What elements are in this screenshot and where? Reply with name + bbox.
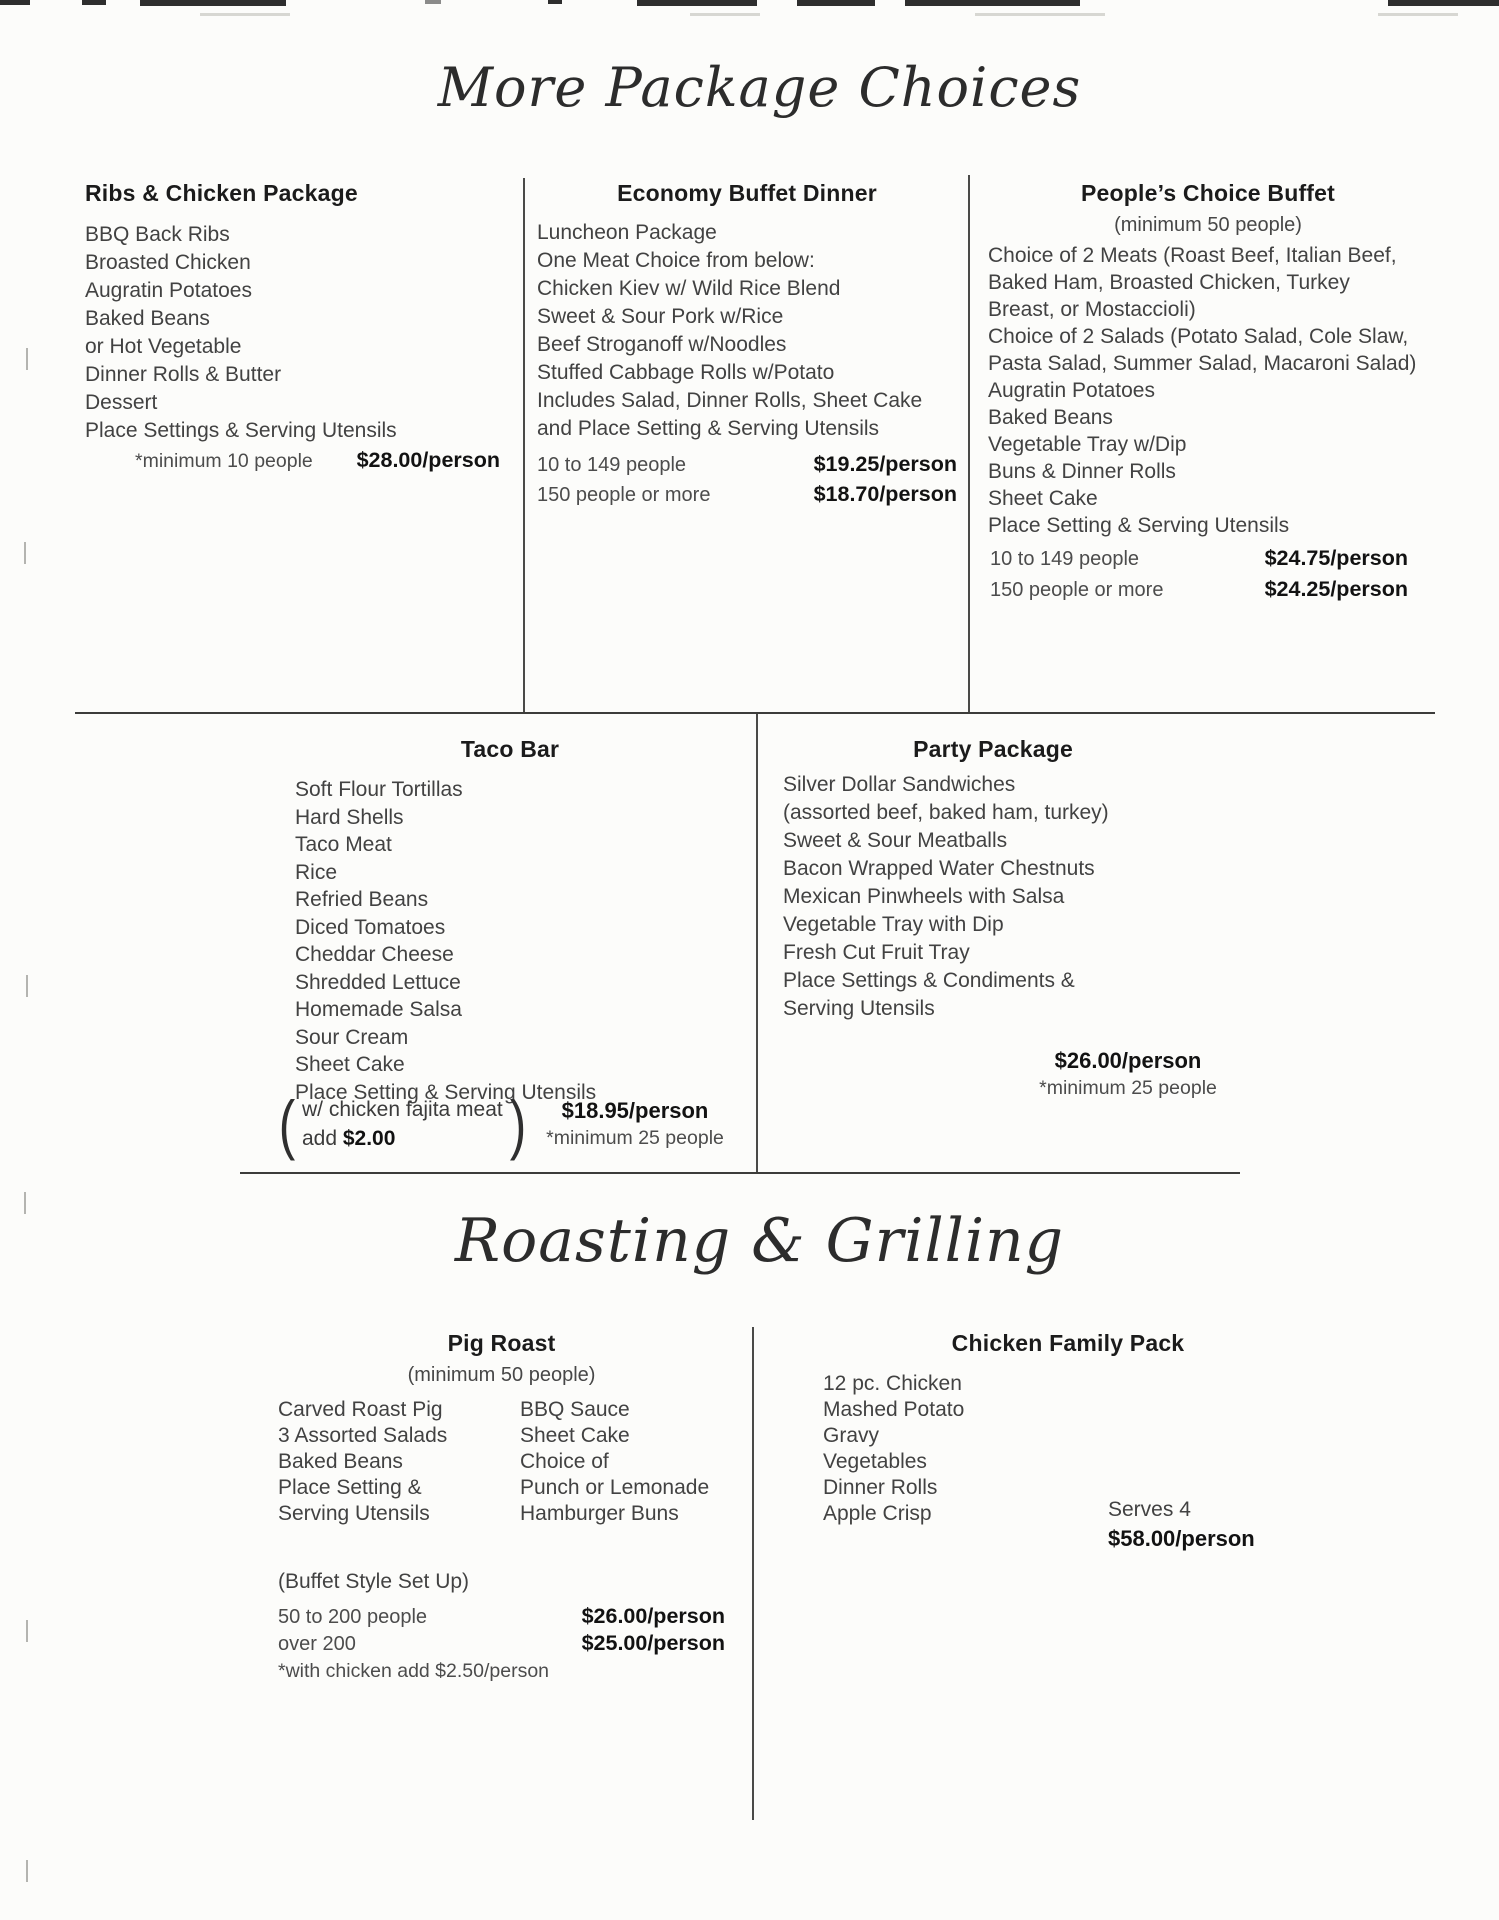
pricing-rows xyxy=(278,1604,725,1658)
price-value: $24.25/person xyxy=(1264,577,1408,601)
paren-open: ( xyxy=(278,1087,296,1161)
price-row xyxy=(990,546,1408,577)
menu-item: Buns & Dinner Rolls xyxy=(988,460,1176,483)
menu-item: Diced Tomatoes xyxy=(295,915,446,939)
menu-item: Bacon Wrapped Water Chestnuts xyxy=(783,857,1095,880)
menu-items xyxy=(988,242,1428,539)
menu-item: Place Settings & Condiments & xyxy=(783,969,1075,992)
section-taco-bar xyxy=(278,736,740,1161)
price-row xyxy=(135,448,500,478)
section-pig-roast xyxy=(278,1330,725,1682)
price-row xyxy=(278,1604,725,1631)
menu-item: Serving Utensils xyxy=(278,1502,430,1525)
divider-horizontal-top-row xyxy=(75,712,1435,714)
menu-item: BBQ Sauce xyxy=(520,1398,630,1421)
menu-item: and Place Setting & Serving Utensils xyxy=(537,417,880,440)
price-value: $28.00/person xyxy=(356,448,500,472)
menu-item: Cheddar Cheese xyxy=(295,943,454,966)
menu-item: Sheet Cake xyxy=(520,1424,630,1447)
menu-item: Dinner Rolls xyxy=(823,1476,938,1499)
price-note: *minimum 25 people xyxy=(1039,1077,1217,1099)
menu-item: 12 pc. Chicken xyxy=(823,1372,962,1395)
menu-item: Rice xyxy=(295,860,338,884)
menu-item: Choice of 2 Meats (Roast Beef, Italian Beef, xyxy=(988,244,1397,267)
divider-vertical-ribs-economy xyxy=(523,178,525,712)
menu-item: Place Setting & Serving Utensils xyxy=(988,514,1290,537)
menu-item: Sheet Cake xyxy=(988,487,1098,510)
pricing-rows xyxy=(990,546,1408,608)
scan-artifact xyxy=(26,975,28,997)
price-note: *minimum 25 people xyxy=(546,1127,724,1149)
page-title-roasting-grilling: Roasting & Grilling xyxy=(454,1206,1065,1276)
party-package-price-block xyxy=(1023,1048,1233,1100)
divider-vertical-pigroast-chicken xyxy=(752,1327,754,1820)
menu-item: Vegetables xyxy=(823,1450,927,1473)
menu-item: Punch or Lemonade xyxy=(520,1476,710,1499)
scan-artifact xyxy=(690,13,760,16)
section-subheader: (minimum 50 people) xyxy=(407,1364,596,1386)
menu-item: Vegetable Tray w/Dip xyxy=(988,433,1187,456)
pricing-rows xyxy=(135,448,500,478)
scan-artifact xyxy=(26,348,28,370)
menu-item: Augratin Potatoes xyxy=(85,279,252,302)
scan-artifact xyxy=(1388,0,1499,6)
section-header: Party Package xyxy=(913,736,1073,762)
menu-item: BBQ Back Ribs xyxy=(85,223,230,246)
scan-artifact xyxy=(905,0,1080,6)
menu-item: Sweet & Sour Pork w/Rice xyxy=(537,305,784,328)
scan-artifact xyxy=(82,0,106,5)
menu-item: Carved Roast Pig xyxy=(278,1398,443,1421)
menu-item: Fresh Cut Fruit Tray xyxy=(783,941,970,964)
page-title-more-packages: More Package Choices xyxy=(437,56,1082,119)
menu-item: Baked Ham, Broasted Chicken, Turkey xyxy=(988,271,1350,294)
menu-item: Breast, or Mostaccioli) xyxy=(988,298,1196,321)
menu-item: Choice of 2 Salads (Potato Salad, Cole Slaw, xyxy=(988,325,1409,348)
menu-item: Baked Beans xyxy=(988,406,1113,429)
menu-item: Mashed Potato xyxy=(823,1398,965,1421)
menu-item: Vegetable Tray with Dip xyxy=(783,913,1004,936)
scan-artifact xyxy=(425,0,441,4)
price-value: $18.95/person xyxy=(561,1098,709,1123)
divider-vertical-taco-party xyxy=(756,714,758,1172)
fajita-addon-price: $2.00 xyxy=(342,1127,396,1150)
menu-items xyxy=(295,776,740,1106)
scan-artifact xyxy=(26,1860,28,1882)
menu-item: Sweet & Sour Meatballs xyxy=(783,829,1008,852)
menu-item: Baked Beans xyxy=(278,1450,403,1473)
divider-horizontal-middle-row xyxy=(240,1172,1240,1174)
scan-artifact xyxy=(200,13,290,16)
menu-item: Silver Dollar Sandwiches xyxy=(783,773,1016,796)
menu-items xyxy=(537,219,957,443)
section-economy-buffet-dinner xyxy=(537,180,957,506)
menu-item: Sour Cream xyxy=(295,1025,409,1049)
scan-artifact xyxy=(140,0,286,6)
menu-item: Soft Flour Tortillas xyxy=(295,778,463,801)
menu-item: Dinner Rolls & Butter xyxy=(85,363,282,386)
price-value: $26.00/person xyxy=(1054,1048,1202,1073)
menu-items xyxy=(85,221,515,445)
price-value: $58.00/person xyxy=(1108,1526,1255,1551)
buffet-style-note: (Buffet Style Set Up) xyxy=(278,1570,470,1593)
menu-item: Apple Crisp xyxy=(823,1502,932,1525)
price-row xyxy=(537,482,957,512)
pricing-rows xyxy=(537,452,957,512)
menu-item: Shredded Lettuce xyxy=(295,970,461,994)
divider-vertical-economy-peoples xyxy=(968,175,970,712)
menu-item: Broasted Chicken xyxy=(85,251,251,274)
menu-items xyxy=(783,771,1203,1023)
scan-artifact xyxy=(1378,13,1458,16)
price-value: $25.00/person xyxy=(581,1631,725,1655)
scan-artifact xyxy=(26,1620,28,1642)
menu-item: Sheet Cake xyxy=(295,1053,405,1076)
section-party-package xyxy=(783,736,1217,1099)
menu-item: or Hot Vegetable xyxy=(85,335,242,358)
price-qty-label: *minimum 10 people xyxy=(135,450,313,472)
menu-item: Gravy xyxy=(823,1424,880,1447)
scan-artifact xyxy=(548,0,562,4)
menu-item: Place Setting & Serving Utensils xyxy=(295,1080,597,1104)
price-row xyxy=(278,1631,725,1658)
scan-artifact xyxy=(797,0,875,6)
menu-item: Augratin Potatoes xyxy=(988,379,1155,402)
section-ribs-chicken-package xyxy=(85,180,515,472)
section-header: Taco Bar xyxy=(460,736,560,762)
menu-item: Hamburger Buns xyxy=(520,1502,679,1525)
section-header: Economy Buffet Dinner xyxy=(617,180,877,206)
chicken-addon-note: *with chicken add $2.50/person xyxy=(278,1660,550,1682)
menu-item: Stuffed Cabbage Rolls w/Potato xyxy=(537,361,835,384)
menu-item: Place Setting & xyxy=(278,1476,422,1499)
menu-item: Includes Salad, Dinner Rolls, Sheet Cake xyxy=(537,389,923,412)
price-row xyxy=(990,577,1408,608)
menu-item: 3 Assorted Salads xyxy=(278,1424,448,1447)
menu-item: Refried Beans xyxy=(295,888,429,911)
fajita-addon-line: w/ chicken fajita meat xyxy=(301,1098,503,1121)
section-chicken-family-pack xyxy=(823,1330,1313,1551)
section-header: Ribs & Chicken Package xyxy=(85,180,358,206)
menu-item: Place Settings & Serving Utensils xyxy=(85,419,397,442)
price-qty-label: over 200 xyxy=(278,1633,356,1655)
scan-artifact xyxy=(637,0,757,6)
section-header: Pig Roast xyxy=(447,1330,556,1356)
taco-bar-price-block xyxy=(535,1098,735,1150)
price-qty-label: 10 to 149 people xyxy=(990,548,1140,570)
serves-label: Serves 4 xyxy=(1108,1498,1191,1521)
menu-item: Choice of xyxy=(520,1450,609,1473)
menu-items-right xyxy=(520,1397,709,1527)
menu-item: (assorted beef, baked ham, turkey) xyxy=(783,801,1109,824)
scan-artifact xyxy=(0,0,30,5)
scan-artifact xyxy=(975,13,1105,16)
price-qty-label: 50 to 200 people xyxy=(278,1606,428,1628)
price-row xyxy=(537,452,957,482)
serves-price-block xyxy=(1108,1498,1255,1552)
price-value: $19.25/person xyxy=(813,452,957,476)
menu-item: Mexican Pinwheels with Salsa xyxy=(783,885,1065,908)
menu-item: One Meat Choice from below: xyxy=(537,249,815,272)
menu-item: Luncheon Package xyxy=(537,221,717,244)
price-qty-label: 150 people or more xyxy=(537,484,711,506)
section-peoples-choice-buffet xyxy=(988,180,1428,601)
menu-item: Hard Shells xyxy=(295,805,404,829)
menu-item: Baked Beans xyxy=(85,307,210,330)
scan-artifact xyxy=(24,542,26,564)
section-header: People’s Choice Buffet xyxy=(1080,180,1336,206)
menu-item: Dessert xyxy=(85,391,158,414)
section-subheader: (minimum 50 people) xyxy=(1114,214,1302,236)
fajita-addon-price-line: add $2.00 xyxy=(301,1127,396,1150)
price-value: $24.75/person xyxy=(1264,546,1408,570)
price-qty-label: 10 to 149 people xyxy=(537,454,687,476)
menu-item: Beef Stroganoff w/Noodles xyxy=(537,333,787,356)
paren-close: ) xyxy=(509,1087,526,1161)
menu-item: Chicken Kiev w/ Wild Rice Blend xyxy=(537,277,841,300)
price-value: $26.00/person xyxy=(581,1604,725,1628)
menu-item: Pasta Salad, Summer Salad, Macaroni Salad) xyxy=(988,352,1417,375)
menu-item: Taco Meat xyxy=(295,833,392,856)
menu-item: Serving Utensils xyxy=(783,997,935,1020)
section-header: Chicken Family Pack xyxy=(951,1330,1185,1356)
price-value: $18.70/person xyxy=(813,482,957,506)
price-qty-label: 150 people or more xyxy=(990,579,1164,601)
menu-item: Homemade Salsa xyxy=(295,998,462,1021)
